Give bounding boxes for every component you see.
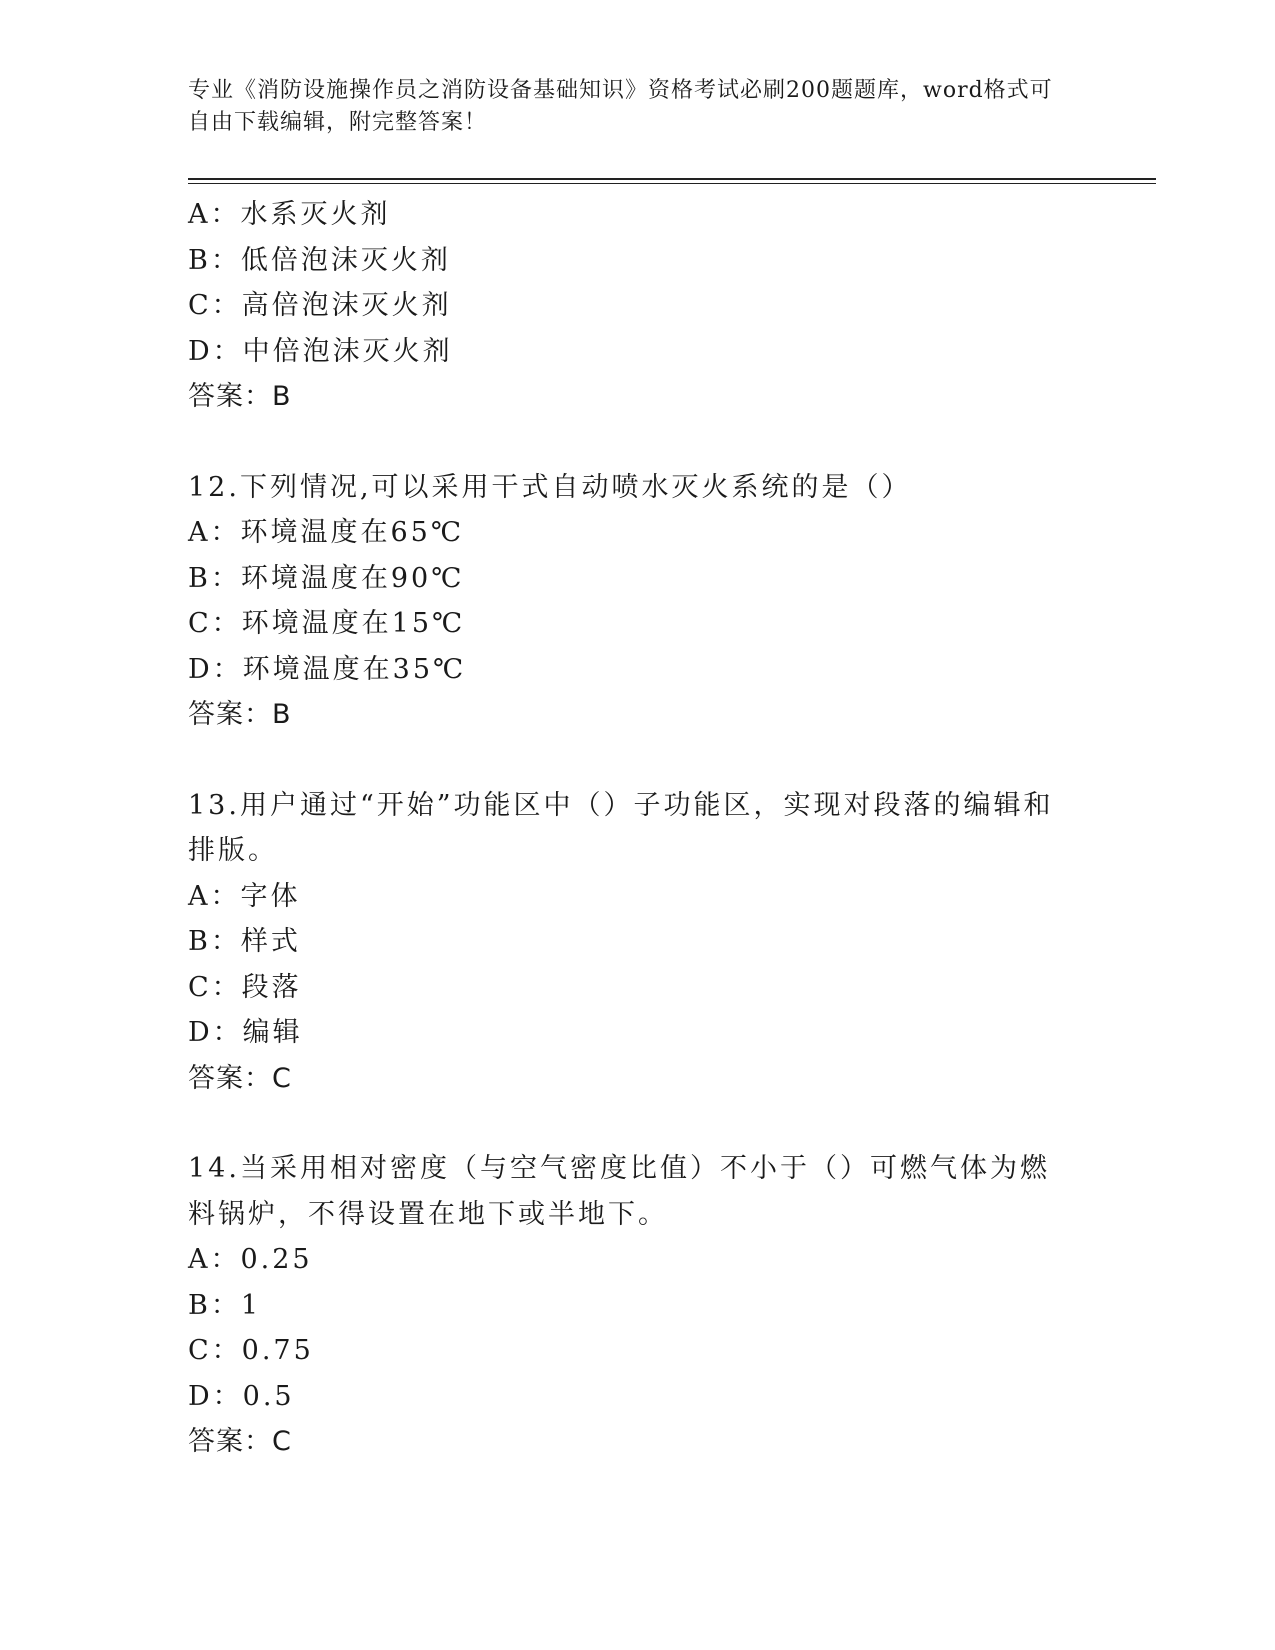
option-a: A：环境温度在65℃ [188,517,465,548]
option-b: B：样式 [188,926,301,957]
question-14 [188,1146,1088,1465]
option-b: B：环境温度在90℃ [188,562,465,594]
option-d: D：环境温度在35℃ [188,653,467,685]
option-b: B：1 [188,1289,262,1321]
question-text: 14.当采用相对密度（与空气密度比值）不小于（）可燃气体为燃料锅炉，不得设置在地下或半地下。 [188,1153,1050,1230]
option-d: D：编辑 [188,1017,303,1048]
answer: 答案：B [188,381,292,412]
question-11 [188,192,1088,420]
answer: 答案：B [188,699,292,730]
option-a: A：字体 [188,880,301,912]
header-rule-thin [188,183,1156,184]
option-c: C：环境温度在15℃ [188,608,466,639]
option-a: A：水系灭火剂 [188,199,391,230]
option-d: D：中倍泡沫灭火剂 [188,335,453,367]
question-13 [188,783,1088,1102]
option-c: C：高倍泡沫灭火剂 [188,290,452,321]
question-list [188,192,1088,1465]
question-12 [188,465,1088,738]
question-text: 13.用户通过“开始”功能区中（）子功能区，实现对段落的编辑和排版。 [188,789,1054,866]
option-a: A：0.25 [188,1244,313,1275]
header-rule-thick [188,178,1156,180]
option-b: B：低倍泡沫灭火剂 [188,244,451,276]
question-text: 12.下列情况,可以采用干式自动喷水灭火系统的是（） [188,471,912,503]
answer: 答案：C [188,1426,292,1457]
document-header: 专业《消防设施操作员之消防设备基础知识》资格考试必刷200题题库，word格式可自由下载编辑，附完整答案！ [188,78,1053,135]
option-c: C：0.75 [188,1335,314,1366]
answer: 答案：C [188,1062,292,1094]
option-c: C：段落 [188,971,302,1003]
option-d: D：0.5 [188,1380,295,1412]
